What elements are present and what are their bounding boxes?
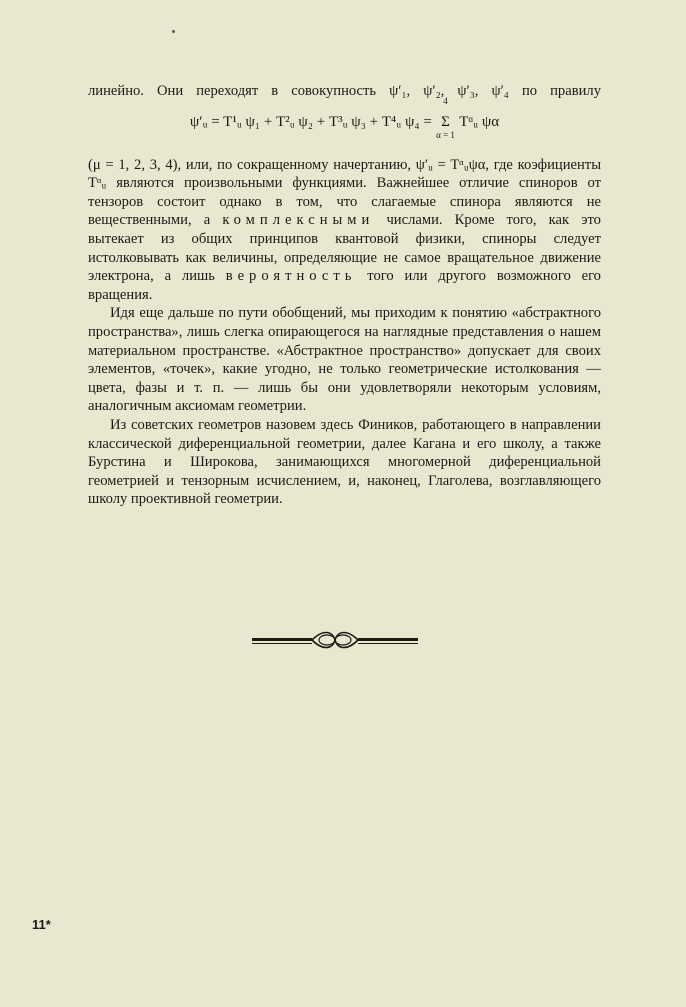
sum-upper-limit: 4 — [443, 96, 448, 107]
sum-symbol: Σ — [441, 114, 450, 131]
speck — [172, 30, 175, 33]
page-number: 11* — [32, 917, 51, 932]
paragraph-1-line-1: линейно. Они переходят в совокупность ψ′₁, ψ′₂, ψ′₃, ψ′₄ по правилу — [88, 83, 601, 99]
paragraph-1-text-c: того или другого возможного его вращения. — [88, 268, 601, 303]
sum-sign — [436, 96, 456, 141]
paragraph-3: Из советских геометров назовем здесь Фиников, работающего в направлении классической диференциальной геометрии, далее Кагана и его школу, а также Бурстина и Широкова, занимающихся многомерной диференциальной геометрией и тензорным исчислением, и, наконец, Глаголева, возглавляющего школу проективной геометрии. — [88, 416, 601, 508]
main-text — [88, 82, 601, 509]
formula — [88, 96, 601, 152]
paragraph-1-text-b: числами. Кроме того, как это вытекает из общих принципов квантовой физики, спиноры следует истолковывать как величины, определяющие не самое вращательное движение электрона, а лишь — [88, 212, 601, 285]
ornament-divider-icon — [252, 628, 418, 652]
paragraph-2: Идя еще дальше по пути обобщений, мы приходим к понятию «абстрактного пространства», лишь слегка опирающегося на наглядные представления о нашем материальном пространстве. «Абстрактное пространство» допускает для своих элементов, «точек», какие угодно, не только геометрические истолкования — цвета, фазы и т. п. — лишь бы они удовлетворяли некоторым условиям, аналогичным аксиомам геометрии. — [88, 305, 601, 415]
emphasis-probability: вероятность — [225, 268, 357, 285]
paragraph-1-body — [88, 156, 601, 305]
paragraph-1-text-a: (μ = 1, 2, 3, 4), или, по сокращенному начертанию, ψ′ᵤ = Tᵅᵤψα, где коэфициенты Tᵅᵤ являются произвольными функциями. Важнейшее отличие спиноров от тензоров состоит однако в том, что слагаемые спинора являются не вещественными, а — [88, 156, 601, 229]
sum-lower-limit: α = 1 — [436, 130, 455, 141]
formula-right: Tᵅᵤ ψα — [455, 113, 500, 130]
emphasis-complex: комплексными — [222, 212, 375, 229]
formula-left: ψ′ᵤ = T¹ᵤ ψ₁ + T²ᵤ ψ₂ + T³ᵤ ψ₃ + T⁴ᵤ ψ₄ = — [189, 113, 436, 130]
